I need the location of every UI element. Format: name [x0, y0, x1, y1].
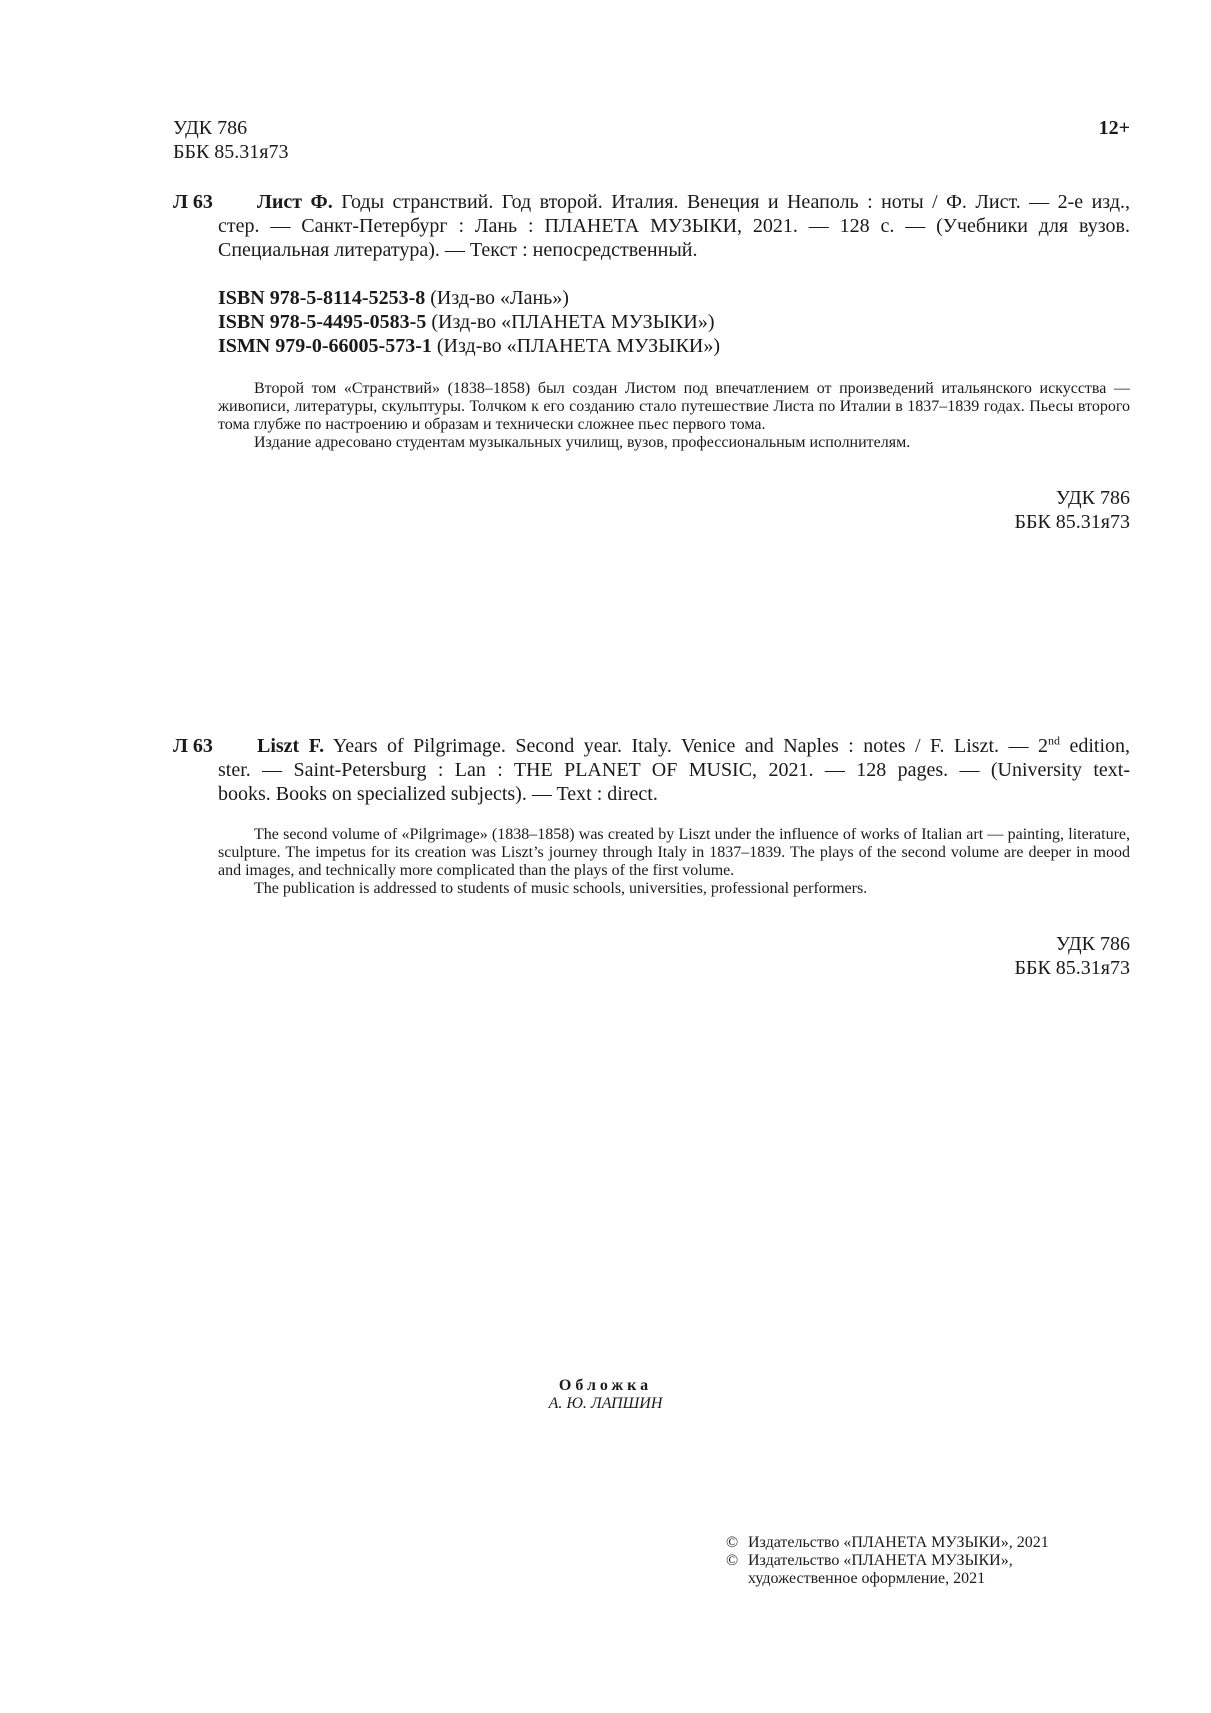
en-annotation	[218, 826, 1130, 898]
cover-label: Обложка	[558, 1377, 653, 1394]
copyright-line	[726, 1570, 1049, 1588]
en-entry-code: Л 63	[173, 735, 213, 757]
en-classification	[1014, 932, 1130, 980]
en-annotation-paragraph: The publication is addressed to students of music schools, universities, professional performers.	[254, 880, 868, 897]
ru-entry-line-3: Специальная литература). — Текст : непосредственный.	[218, 239, 698, 261]
copyright-line	[726, 1552, 1049, 1570]
isbn-publisher: (Изд-во «ПЛАНЕТА МУЗЫКИ»)	[431, 311, 715, 333]
ru-entry-line-2: стер. — Санкт-Петербург : Лань : ПЛАНЕТА МУЗЫКИ, 2021. — 128 с. — (Учебники для вузов.	[218, 215, 1130, 237]
udk-code: УДК 786	[1055, 933, 1130, 955]
ru-entry-line-1	[257, 190, 1130, 214]
udk-code: УДК 786	[173, 117, 248, 139]
bbk-code: ББК 85.31я73	[1014, 957, 1130, 979]
isbn-line	[218, 286, 720, 310]
udk-code: УДК 786	[1055, 487, 1130, 509]
ru-classification	[1014, 486, 1130, 534]
ru-entry-author: Лист Ф.	[257, 191, 333, 213]
bbk-code: ББК 85.31я73	[173, 141, 289, 163]
copyright-text: Издательство «ПЛАНЕТА МУЗЫКИ»,	[748, 1552, 1013, 1569]
ismn-line	[218, 334, 720, 358]
en-entry-title: Years of Pilgrimage. Second year. Italy. Venice and Naples : notes / F. Liszt. — 2	[332, 735, 1048, 757]
cover-designer: А. Ю. ЛАПШИН	[548, 1395, 663, 1412]
ru-annotation-paragraph: Издание адресовано студентам музыкальных училищ, вузов, профессиональным исполнителям.	[254, 434, 911, 451]
en-entry-line-2: ster. — Saint-Petersburg : Lan : THE PLANET OF MUSIC, 2021. — 128 pages. — (University text-	[218, 759, 1130, 781]
bbk-code: ББК 85.31я73	[1014, 511, 1130, 533]
copyright-block	[726, 1534, 1049, 1588]
isbn-number: ISBN 978-5-4495-0583-5	[218, 311, 427, 333]
copyright-text: Издательство «ПЛАНЕТА МУЗЫКИ», 2021	[748, 1534, 1049, 1551]
cover-credit	[0, 1377, 1211, 1413]
en-entry-superscript: nd	[1047, 733, 1060, 748]
ru-entry-title: Годы странствий. Год второй. Италия. Венеция и Неаполь : ноты / Ф. Лист. — 2-е изд.,	[341, 191, 1131, 213]
en-annotation-paragraph: The second volume of «Pilgrimage» (1838–1858) was created by Liszt under the influence of works of Italian art — painting, literature, sculpture. The impetus for its creation was Liszt’s journey through Italy in 1837–1839. The plays of the second volume are deeper in mood and images, and technically more complicated than the plays of the first volume.	[218, 826, 1130, 879]
en-entry-author: Liszt F.	[257, 735, 325, 757]
copyright-symbol: ©	[726, 1534, 739, 1551]
ismn-number: ISMN 979-0-66005-573-1	[218, 335, 432, 357]
copyright-symbol: ©	[726, 1552, 739, 1569]
isbn-block	[218, 286, 720, 358]
en-entry-line-3: books. Books on specialized subjects). — Text : direct.	[218, 783, 658, 805]
ismn-publisher: (Изд-во «ПЛАНЕТА МУЗЫКИ»)	[436, 335, 721, 357]
en-entry-edition: edition,	[1059, 735, 1130, 757]
isbn-line	[218, 310, 720, 334]
header-classification	[173, 116, 289, 164]
ru-annotation	[218, 380, 1130, 452]
age-rating: 12+	[1098, 117, 1130, 139]
copyright-line	[726, 1534, 1049, 1552]
en-entry-line-1	[257, 734, 1130, 758]
ru-annotation-paragraph: Второй том «Странствий» (1838–1858) был создан Листом под впечатлением от произведений итальянского искусства — живописи, литературы, скульптуры. Толчком к его созданию стало путешествие Листа по Италии в 1837–1839 годах. Пьесы второго тома глубже по настроению и образам и технически сложнее пьес первого тома.	[218, 380, 1130, 433]
isbn-number: ISBN 978-5-8114-5253-8	[218, 287, 426, 309]
isbn-publisher: (Изд-во «Лань»)	[430, 287, 569, 309]
copyright-text: художественное оформление, 2021	[748, 1570, 986, 1587]
ru-entry-code: Л 63	[173, 191, 213, 213]
